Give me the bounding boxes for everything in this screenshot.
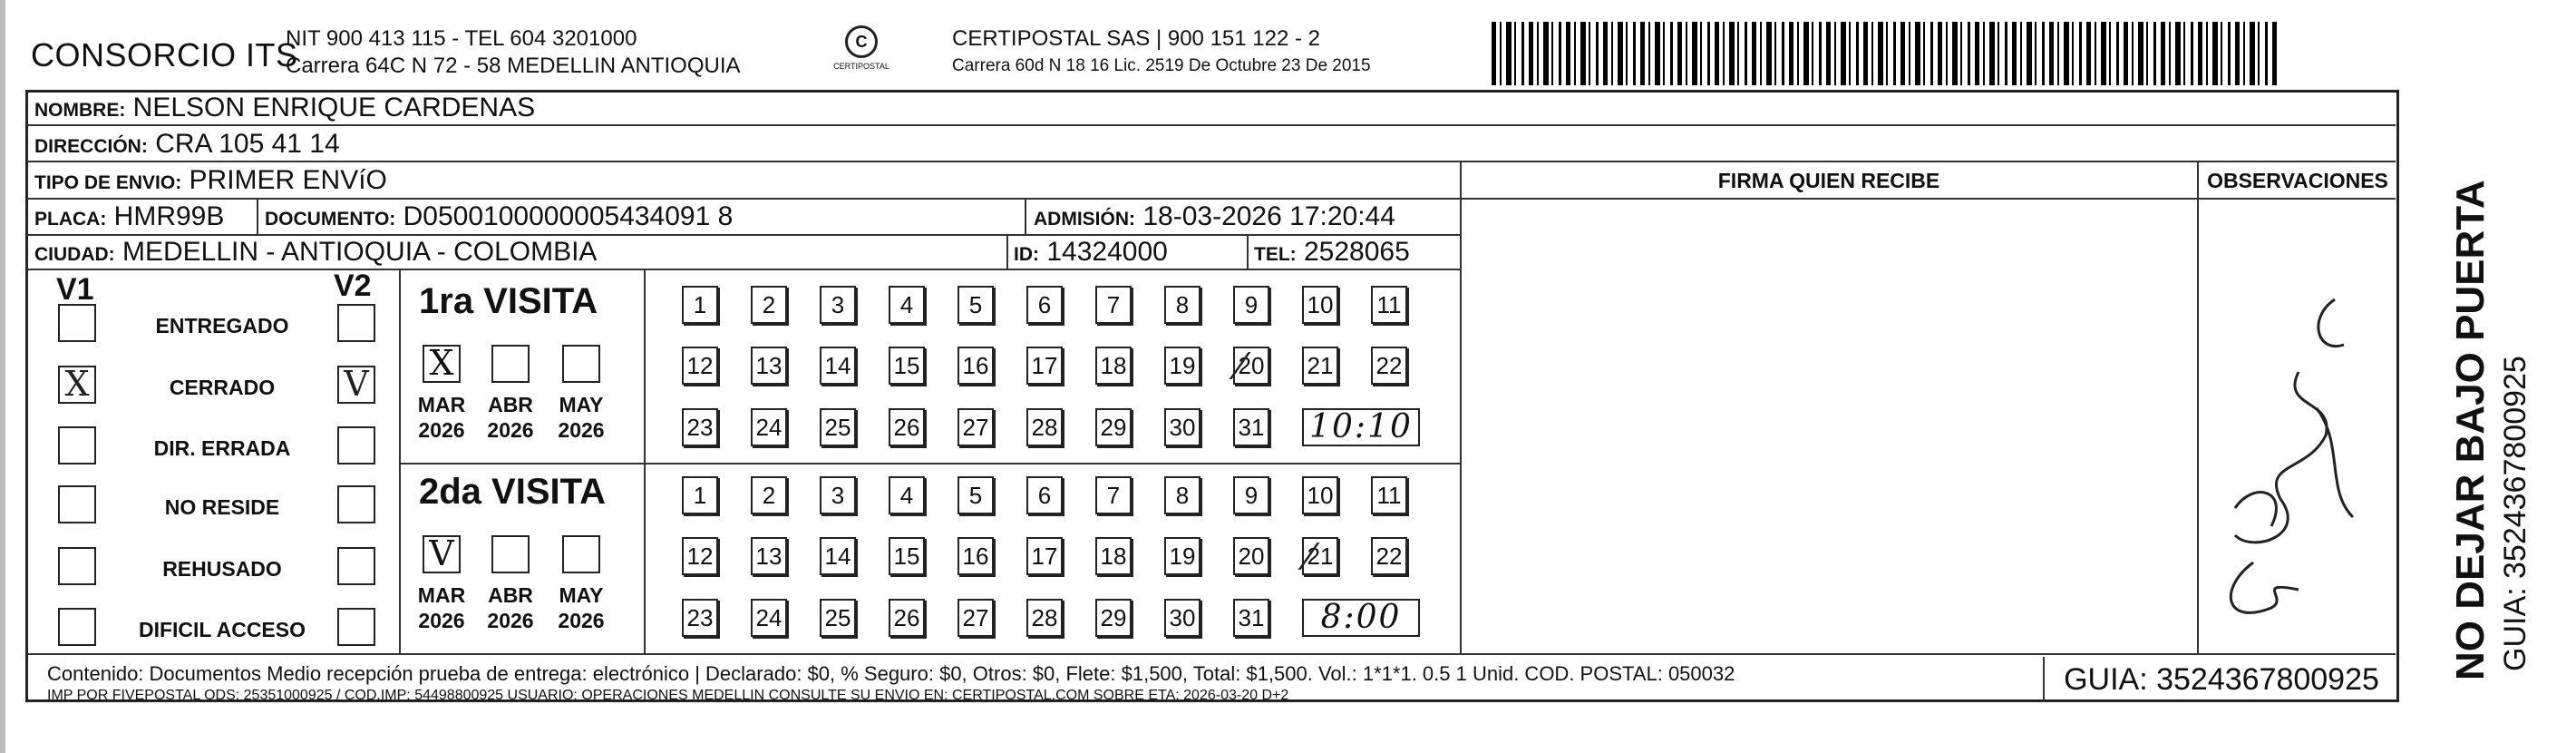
day-box[interactable]: 2 <box>751 286 787 324</box>
visit-title: 1ra VISITA <box>419 281 598 321</box>
day-box[interactable]: 3 <box>820 476 856 514</box>
v1-checkbox[interactable] <box>58 485 96 523</box>
status-label: CERRADO <box>169 376 276 399</box>
tipo-envio-label: TIPO DE ENVIO: <box>34 172 182 193</box>
v1-checkbox[interactable] <box>58 547 96 585</box>
ciudad-label: CIUDAD: <box>34 244 115 265</box>
direccion-label: DIRECCIÓN: <box>34 136 148 157</box>
print-info-line: IMP POR FIVEPOSTAL ODS: 25351000925 / COD.IMP: 54498800925 USUARIO: OPERACIONES MEDELLIN CONSULTE SU ENVIO EN: CERTIPOSTAL.COM SOBRE ETA: 2026-03-20 D+2 <box>47 688 1289 703</box>
ciudad-row <box>34 237 597 268</box>
day-box[interactable]: 18 <box>1095 347 1132 385</box>
placa-row <box>34 201 224 232</box>
id-value: 14324000 <box>1046 237 1168 267</box>
visit-hour: 10:10 <box>1302 408 1420 446</box>
divider <box>257 198 258 234</box>
month-name: MAR <box>417 583 466 607</box>
month-name: MAY <box>559 393 604 416</box>
v2-header: V2 <box>334 269 372 303</box>
day-box[interactable]: 28 <box>1026 408 1063 446</box>
side-guia: GUIA: 3524367800925 <box>2498 356 2532 671</box>
v2-checkbox[interactable]: V <box>337 366 375 404</box>
day-box[interactable]: 6 <box>1026 476 1063 514</box>
header <box>27 9 2403 91</box>
day-box[interactable]: 4 <box>889 476 925 514</box>
day-box[interactable]: 29 <box>1095 599 1132 637</box>
firma-header: FIRMA QUIEN RECIBE <box>1717 169 1940 192</box>
month-year: 2026 <box>487 418 534 442</box>
day-box[interactable]: 20 <box>1233 537 1269 575</box>
scan-edge <box>0 0 5 753</box>
barcode <box>1492 22 2280 85</box>
day-box[interactable]: 16 <box>957 347 994 385</box>
observaciones-header: OBSERVACIONES <box>2207 169 2388 192</box>
month-year: 2026 <box>418 609 465 632</box>
day-box[interactable]: 27 <box>957 408 994 446</box>
month-label <box>410 582 473 633</box>
guia-number: GUIA: 3524367800925 <box>2043 657 2398 702</box>
id-label: ID: <box>1014 244 1039 265</box>
admision-row <box>1034 201 1395 232</box>
month-name: MAY <box>559 583 604 607</box>
placa-value: HMR99B <box>113 201 225 231</box>
day-box[interactable]: 11 <box>1371 476 1407 514</box>
divider <box>399 463 1460 465</box>
day-box[interactable]: 13 <box>751 537 787 575</box>
divider <box>1460 161 1462 653</box>
day-box[interactable]: 24 <box>751 408 787 446</box>
day-box[interactable]: 29 <box>1095 408 1132 446</box>
nombre-row <box>34 93 535 123</box>
month-year: 2026 <box>558 418 605 442</box>
logo-text: CERTIPOSTAL <box>833 62 889 71</box>
v1-checkbox[interactable] <box>58 426 96 465</box>
month-label <box>479 582 542 633</box>
tipo-envio-value: PRIMER ENVíO <box>189 165 387 195</box>
day-box[interactable]: 13 <box>751 347 787 385</box>
day-box[interactable]: 3 <box>820 286 856 324</box>
day-box[interactable]: 5 <box>957 476 994 514</box>
day-box[interactable]: 23 <box>682 599 718 637</box>
nit-line: NIT 900 413 115 - TEL 604 3201000 <box>286 26 637 51</box>
tel-row <box>1254 237 1410 268</box>
tel-value: 2528065 <box>1304 237 1410 267</box>
direccion-value: CRA 105 41 14 <box>155 129 340 159</box>
documento-row <box>265 201 733 232</box>
month-label <box>479 392 542 443</box>
documento-label: DOCUMENTO: <box>265 209 396 230</box>
v2-checkbox[interactable] <box>337 547 375 585</box>
carrier-line: CERTIPOSTAL SAS | 900 151 122 - 2 <box>952 26 1320 51</box>
day-box[interactable]: 31 <box>1233 599 1269 637</box>
status-label: DIR. ERRADA <box>153 436 291 460</box>
day-box[interactable]: 7 <box>1095 286 1132 324</box>
month-checkbox[interactable] <box>491 535 530 573</box>
day-box[interactable]: 17 <box>1026 537 1063 575</box>
day-box[interactable]: 20 <box>1233 347 1269 385</box>
contents-line: Contenido: Documentos Medio recepción prueba de entrega: electrónico | Declarado: $0, % Seguro: $0, Otros: $0, Flete: $1,500, Total: $1,500. Vol.: 1*1*1. 0.5 1 Unid. COD. POSTAL: 050032 <box>47 662 1735 685</box>
status-label: NO RESIDE <box>164 495 280 519</box>
month-name: ABR <box>488 583 533 607</box>
certipostal-logo-icon: C CERTIPOSTAL <box>825 25 898 80</box>
month-label <box>549 392 613 443</box>
day-box[interactable]: 28 <box>1026 599 1063 637</box>
day-box[interactable]: 25 <box>820 599 856 637</box>
day-box[interactable]: 4 <box>889 286 925 324</box>
day-box[interactable]: 21 <box>1302 537 1338 575</box>
v1-header: V1 <box>56 272 94 307</box>
divider <box>1025 198 1026 234</box>
tipo-envio-row <box>34 165 387 196</box>
day-box[interactable]: 12 <box>682 347 718 385</box>
month-checkbox[interactable] <box>491 345 530 383</box>
day-box[interactable]: 9 <box>1233 476 1269 514</box>
divider <box>399 269 401 653</box>
day-box[interactable]: 6 <box>1026 286 1063 324</box>
day-box[interactable]: 26 <box>889 408 925 446</box>
nombre-value: NELSON ENRIQUE CARDENAS <box>132 93 536 122</box>
day-box[interactable]: 12 <box>682 537 718 575</box>
admision-value: 18-03-2026 17:20:44 <box>1142 201 1395 231</box>
day-box[interactable]: 11 <box>1371 286 1407 324</box>
visit-title: 2da VISITA <box>419 472 606 512</box>
tel-label: TEL: <box>1254 244 1297 265</box>
day-box[interactable]: 14 <box>820 537 856 575</box>
day-box[interactable]: 25 <box>820 408 856 446</box>
divider <box>1247 234 1249 269</box>
day-box[interactable]: 26 <box>889 599 925 637</box>
status-label: DIFICIL ACCESO <box>138 618 306 641</box>
carrier-license: Carrera 60d N 18 16 Lic. 2519 De Octubre 23 De 2015 <box>952 56 1371 75</box>
divider <box>27 161 2396 162</box>
id-row <box>1014 237 1168 268</box>
day-box[interactable]: 14 <box>820 347 856 385</box>
warning-text: NO DEJAR BAJO PUERTA <box>2448 180 2493 680</box>
day-box[interactable]: 8 <box>1164 476 1201 514</box>
day-box[interactable]: 5 <box>957 286 994 324</box>
divider <box>27 269 1460 270</box>
day-box[interactable]: 1 <box>682 476 718 514</box>
divider <box>27 198 2396 200</box>
day-box[interactable]: 22 <box>1371 347 1407 385</box>
divider <box>644 269 646 653</box>
day-box[interactable]: 19 <box>1164 537 1201 575</box>
day-box[interactable]: 30 <box>1164 599 1201 637</box>
v2-checkbox[interactable] <box>337 304 375 342</box>
day-box[interactable]: 18 <box>1095 537 1132 575</box>
day-box[interactable]: 15 <box>889 347 925 385</box>
divider <box>1006 234 1008 269</box>
admision-label: ADMISIÓN: <box>1034 209 1135 230</box>
v1-checkbox[interactable]: X <box>58 366 96 404</box>
month-year: 2026 <box>487 609 534 632</box>
day-box[interactable]: 8 <box>1164 286 1201 324</box>
day-box[interactable]: 15 <box>889 537 925 575</box>
direccion-row <box>34 129 340 160</box>
month-label <box>549 582 613 633</box>
day-box[interactable]: 19 <box>1164 347 1201 385</box>
day-box[interactable]: 2 <box>751 476 787 514</box>
month-year: 2026 <box>418 418 465 442</box>
status-label: REHUSADO <box>162 557 282 581</box>
day-box[interactable]: 1 <box>682 286 718 324</box>
day-box[interactable]: 10 <box>1302 476 1338 514</box>
nombre-label: NOMBRE: <box>34 100 126 121</box>
day-box[interactable]: 7 <box>1095 476 1132 514</box>
month-name: ABR <box>488 393 533 416</box>
divider <box>27 653 2396 655</box>
carrier-info <box>952 25 1371 80</box>
v2-checkbox[interactable] <box>337 608 375 646</box>
v1-checkbox[interactable] <box>58 608 96 646</box>
status-label: ENTREGADO <box>155 314 289 337</box>
month-checkbox[interactable] <box>562 535 600 573</box>
documento-value: D0500100000005434091 8 <box>403 201 734 231</box>
recipient-signature <box>2199 263 2389 644</box>
ciudad-value: MEDELLIN - ANTIOQUIA - COLOMBIA <box>122 237 598 267</box>
month-checkbox[interactable]: V <box>423 535 461 573</box>
day-box[interactable]: 30 <box>1164 408 1201 446</box>
day-box[interactable]: 22 <box>1371 537 1407 575</box>
day-box[interactable]: 10 <box>1302 286 1338 324</box>
day-box[interactable]: 21 <box>1302 347 1338 385</box>
divider <box>27 234 1460 236</box>
address-line: Carrera 64C N 72 - 58 MEDELLIN ANTIOQUIA <box>286 54 741 78</box>
day-box[interactable]: 23 <box>682 408 718 446</box>
placa-label: PLACA: <box>34 209 107 230</box>
visit-hour: 8:00 <box>1302 599 1420 637</box>
day-box[interactable]: 24 <box>751 599 787 637</box>
side-panel <box>2412 136 2557 680</box>
month-checkbox[interactable]: X <box>423 345 461 383</box>
v1-checkbox[interactable] <box>58 304 96 342</box>
company-name: CONSORCIO ITS <box>31 36 298 73</box>
divider <box>27 124 2396 126</box>
day-box[interactable]: 9 <box>1233 286 1269 324</box>
day-box[interactable]: 31 <box>1233 408 1269 446</box>
month-label <box>410 392 473 443</box>
month-year: 2026 <box>558 609 605 632</box>
month-checkbox[interactable] <box>562 345 600 383</box>
month-name: MAR <box>417 393 466 416</box>
day-box[interactable]: 16 <box>957 537 994 575</box>
day-box[interactable]: 27 <box>957 599 994 637</box>
v2-checkbox[interactable] <box>337 426 375 465</box>
v2-checkbox[interactable] <box>337 485 375 523</box>
day-box[interactable]: 17 <box>1026 347 1063 385</box>
company-info <box>286 25 741 80</box>
